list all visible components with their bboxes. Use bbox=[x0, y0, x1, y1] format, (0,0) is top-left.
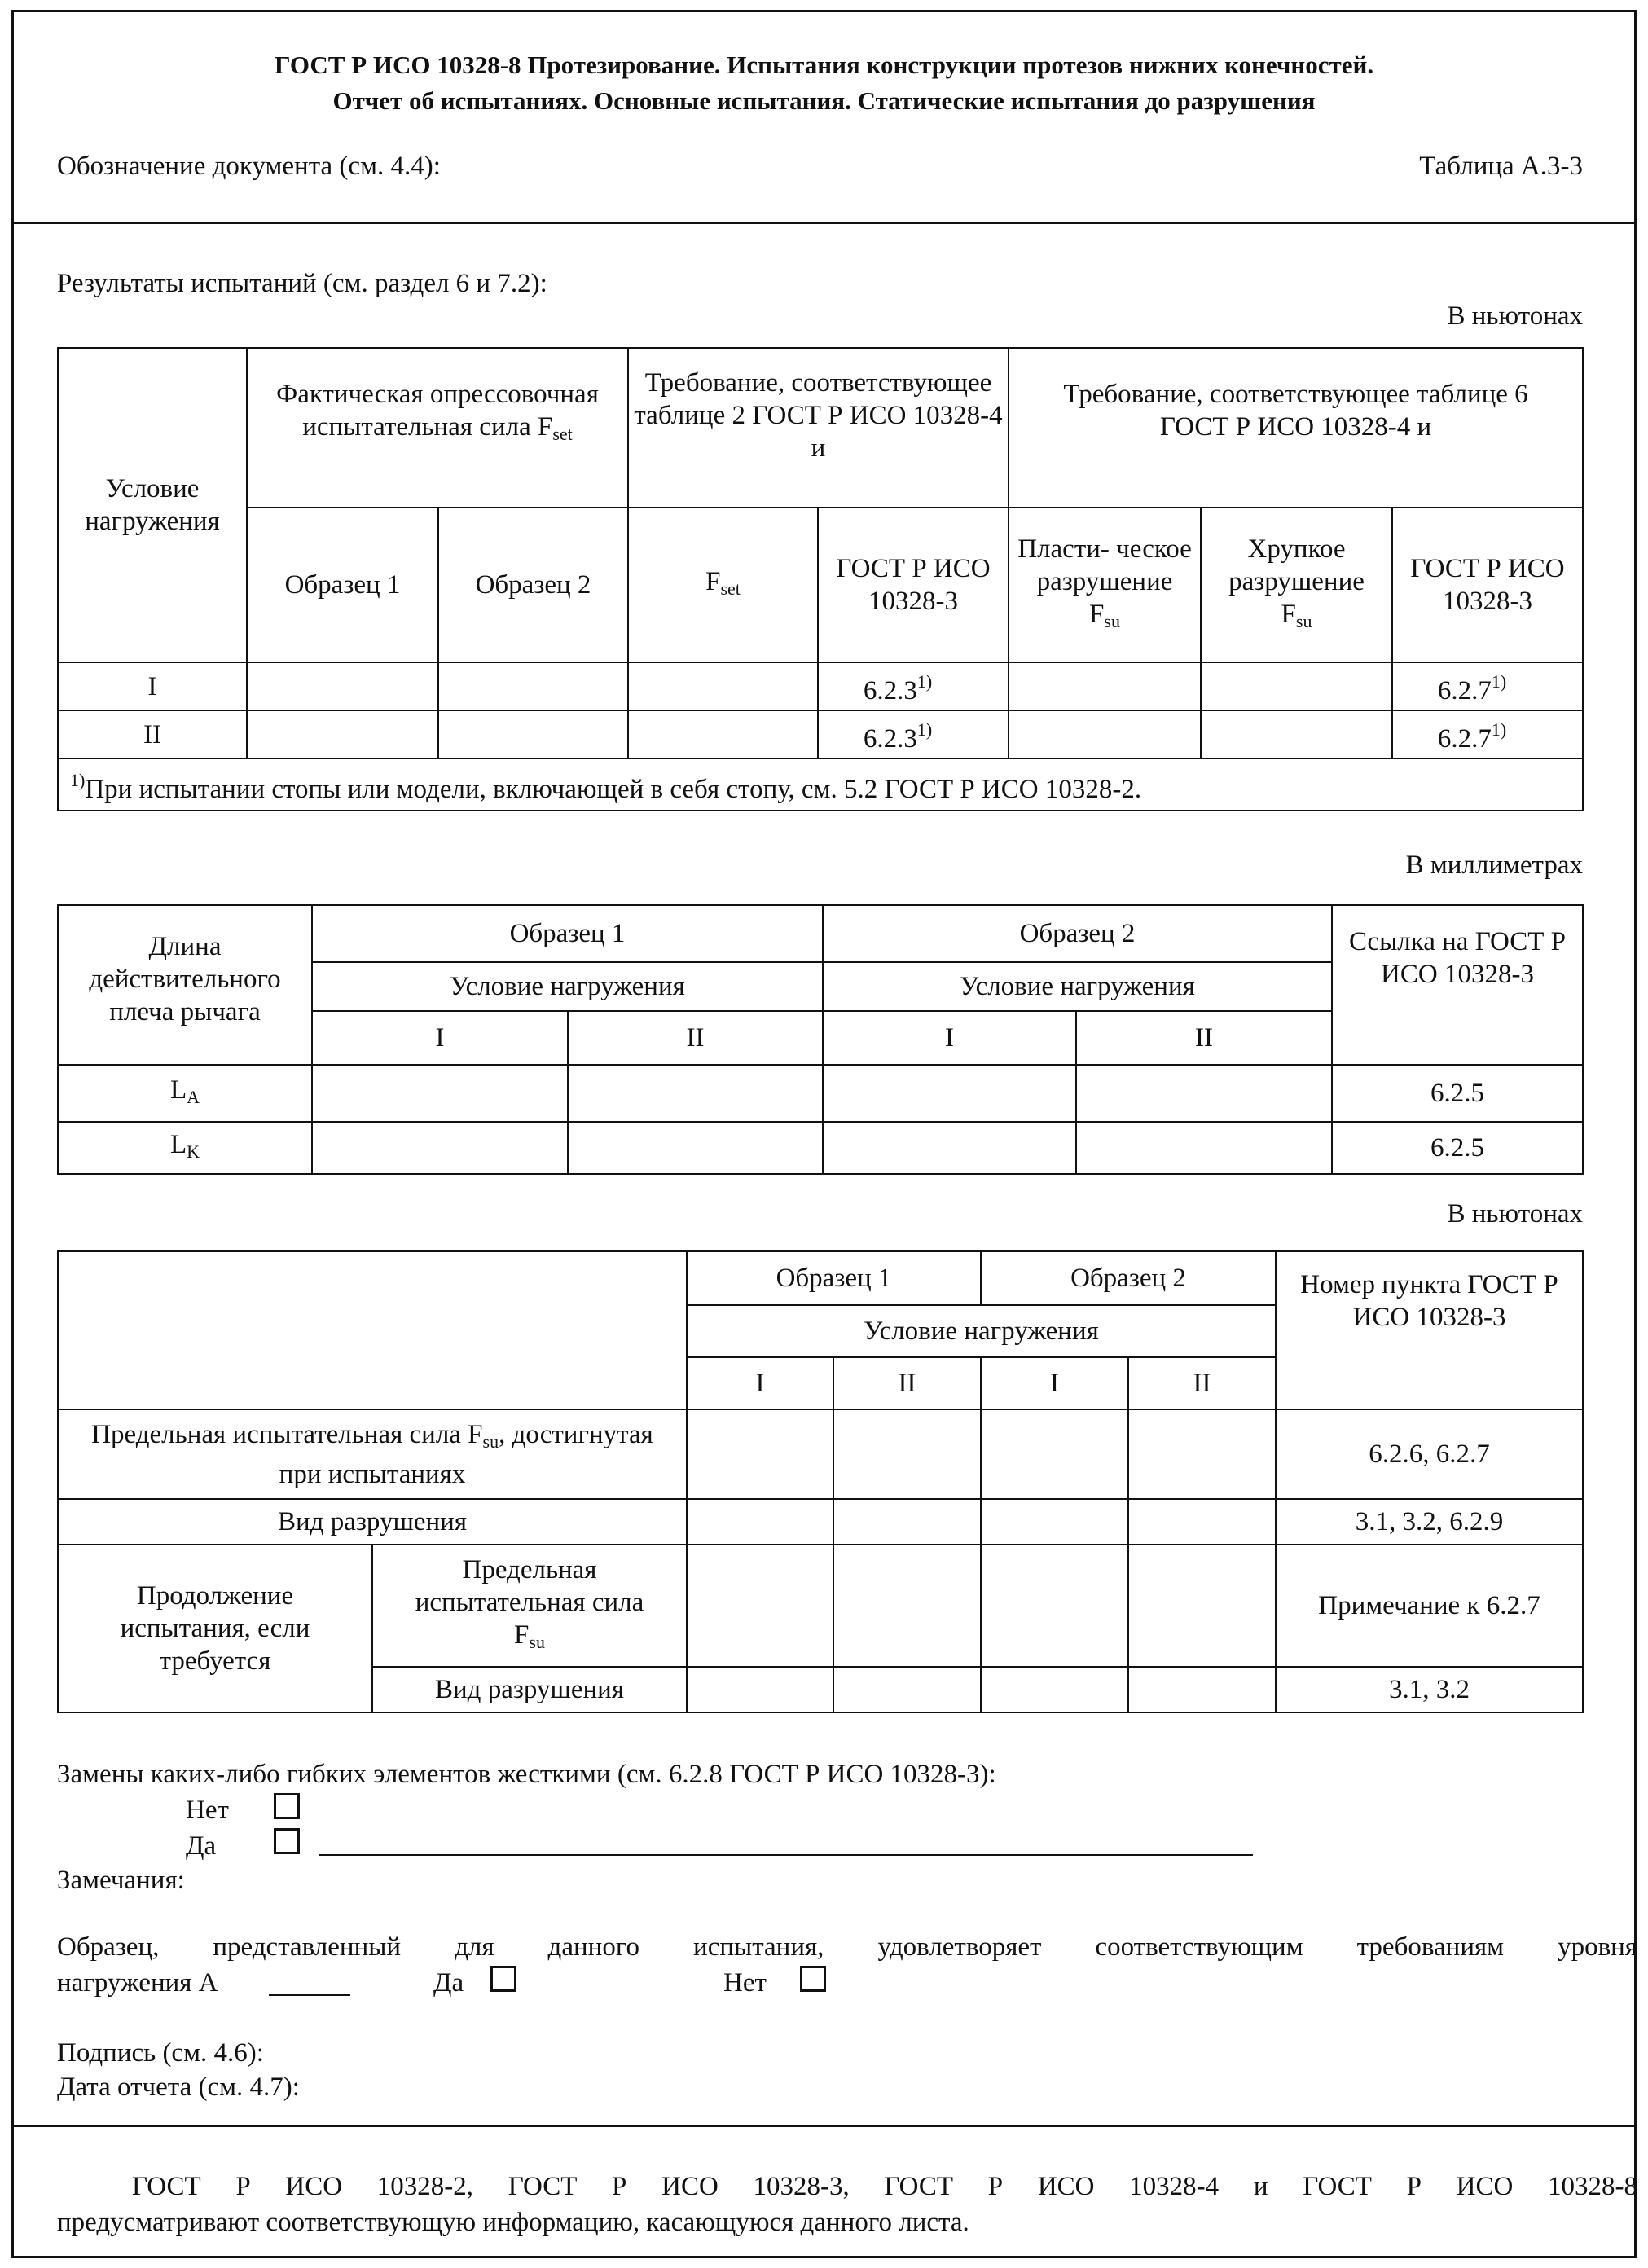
results-table-ultimate bbox=[57, 1250, 1584, 1713]
ref-cell: 6.2.6, 6.2.7 bbox=[1276, 1409, 1583, 1499]
ref-cell: 3.1, 3.2, 6.2.9 bbox=[1276, 1499, 1583, 1545]
cell-empty[interactable] bbox=[823, 1065, 1076, 1122]
load-condition-label: Условие нагружения bbox=[823, 962, 1332, 1011]
cell-empty[interactable] bbox=[823, 1122, 1076, 1174]
cell-empty[interactable] bbox=[833, 1409, 981, 1499]
table-row: II 6.2.3$^{1)}$ 6.2.7$^{1)}$ bbox=[58, 710, 1583, 758]
cell-empty[interactable] bbox=[833, 1667, 981, 1712]
table-row bbox=[58, 1122, 1583, 1174]
cell-empty[interactable] bbox=[1128, 1499, 1276, 1545]
cell-empty[interactable] bbox=[628, 662, 818, 710]
footnote: $^{1)}$При испытании стопы или модели, включающей в себя стопу, см. 5.2 ГОСТ Р ИСО 10328-2. bbox=[58, 758, 1583, 811]
cell-empty[interactable] bbox=[568, 1065, 823, 1122]
cell-empty[interactable] bbox=[1009, 710, 1201, 758]
col-sample-2: Образец 2 bbox=[438, 508, 628, 662]
unit-newtons-2: В ньютонах bbox=[1447, 1199, 1583, 1228]
cell-empty[interactable] bbox=[833, 1545, 981, 1667]
cond-i: I bbox=[312, 1011, 568, 1065]
cell-empty[interactable] bbox=[438, 710, 628, 758]
results-heading: Результаты испытаний (см. раздел 6 и 7.2): bbox=[57, 269, 547, 298]
cell-empty[interactable] bbox=[247, 710, 438, 758]
table-row: I 6.2.3$^{1)}$ 6.2.7$^{1)}$ bbox=[58, 662, 1583, 710]
replacement-text: Замены каких-либо гибких элементов жесткими (см. 6.2.8 ГОСТ Р ИСО 10328-3): bbox=[57, 1760, 996, 1789]
cell-empty[interactable] bbox=[687, 1545, 833, 1667]
cell-empty[interactable] bbox=[1076, 1065, 1332, 1122]
header-divider bbox=[11, 222, 1637, 224]
conformity-text: Образец, представленный для данного испытания, удовлетворяет соответствующим требованиям уровня bbox=[57, 1932, 1637, 1962]
col-gost3-a: ГОСТ Р ИСО 10328-3 bbox=[818, 508, 1009, 662]
cell-empty[interactable] bbox=[1201, 710, 1392, 758]
unit-millimeters: В миллиметрах bbox=[1405, 850, 1583, 880]
cell-empty[interactable] bbox=[1128, 1545, 1276, 1667]
cell-empty[interactable] bbox=[312, 1065, 568, 1122]
row-ultimate-force: Предельная испытательная сила $F_{su}$, достигнутая при испытаниях bbox=[58, 1409, 687, 1499]
cell-empty[interactable] bbox=[1128, 1667, 1276, 1712]
ref-cell: 6.2.3 bbox=[863, 676, 917, 705]
row-lk: $L_K$ bbox=[58, 1122, 312, 1174]
cell-empty[interactable] bbox=[981, 1545, 1128, 1667]
replacement-no-label: Нет bbox=[186, 1796, 229, 1825]
row-failure-kind: Вид разрушения bbox=[58, 1499, 687, 1545]
replacement-yes-label: Да bbox=[186, 1831, 217, 1861]
cell-empty[interactable] bbox=[687, 1499, 833, 1545]
cell-empty[interactable] bbox=[981, 1409, 1128, 1499]
load-condition-label: Условие нагружения bbox=[687, 1305, 1276, 1357]
replacement-yes-checkbox[interactable] bbox=[274, 1828, 300, 1857]
load-level-label: нагружения А bbox=[57, 1968, 218, 1998]
col-plastic-failure: Пласти- ческое разрушение $F_{su}$ bbox=[1009, 508, 1201, 662]
cond-ii: II bbox=[1128, 1357, 1276, 1409]
row-continuation: Продолжение испытания, если требуется bbox=[58, 1545, 372, 1712]
document-title: ГОСТ Р ИСО 10328-8 Протезирование. Испытания конструкции протезов нижних конечностей. Отчет об испытаниях. Основные испытания. Статические испытания до разрушения bbox=[274, 51, 1374, 115]
col-sample-2: Образец 2 bbox=[823, 905, 1332, 962]
table-row bbox=[58, 1409, 1583, 1499]
footer-divider bbox=[11, 2125, 1637, 2127]
table-row bbox=[58, 1545, 1583, 1667]
cond-i: I bbox=[823, 1011, 1076, 1065]
col-sample-1: Образец 1 bbox=[247, 508, 438, 662]
col-lever-length: Длина действительного плеча рычага bbox=[58, 905, 312, 1065]
replacement-detail-line[interactable] bbox=[319, 1854, 1253, 1856]
replacement-no-checkbox[interactable] bbox=[274, 1793, 300, 1822]
row-condition-ii: II bbox=[58, 710, 247, 758]
col-item-number: Номер пункта ГОСТ Р ИСО 10328-3 bbox=[1276, 1251, 1583, 1409]
col-requirement-table2: Требование, соответствующее таблице 2 ГОСТ Р ИСО 10328-4 и bbox=[628, 348, 1009, 508]
cond-ii: II bbox=[1076, 1011, 1332, 1065]
ref-cell: 3.1, 3.2 bbox=[1276, 1667, 1583, 1712]
col-reference: Ссылка на ГОСТ Р ИСО 10328-3 bbox=[1332, 905, 1583, 1065]
ref-cell: 6.2.7 bbox=[1437, 724, 1492, 754]
doc-designation-label: Обозначение документа (см. 4.4): bbox=[57, 152, 441, 181]
report-date-label: Дата отчета (см. 4.7): bbox=[57, 2072, 300, 2102]
cell-empty[interactable] bbox=[833, 1499, 981, 1545]
load-condition-label: Условие нагружения bbox=[312, 962, 823, 1011]
results-table-force bbox=[57, 347, 1584, 811]
row-la: $L_A$ bbox=[58, 1065, 312, 1122]
ref-cell: 6.2.5 bbox=[1332, 1122, 1583, 1174]
row-continuation-kind: Вид разрушения bbox=[372, 1667, 687, 1712]
footer-line-2: предусматривают соответствующую информацию, касающуюся данного листа. bbox=[57, 2208, 969, 2237]
col-sample-1: Образец 1 bbox=[687, 1251, 981, 1305]
col-fset: $F_{set}$ bbox=[628, 508, 818, 662]
cell-empty[interactable] bbox=[1201, 662, 1392, 710]
cond-i: I bbox=[687, 1357, 833, 1409]
table-number: Таблица А.3-3 bbox=[1419, 152, 1583, 181]
cell-empty[interactable] bbox=[568, 1122, 823, 1174]
cell-empty[interactable] bbox=[628, 710, 818, 758]
col-sample-1: Образец 1 bbox=[312, 905, 823, 962]
cell-empty[interactable] bbox=[1076, 1122, 1332, 1174]
col-requirement-table6: Требование, соответствующее таблице 6 ГОСТ Р ИСО 10328-4 и bbox=[1009, 348, 1583, 508]
cond-i: I bbox=[981, 1357, 1128, 1409]
cell-empty[interactable] bbox=[438, 662, 628, 710]
results-table-lever bbox=[57, 904, 1584, 1175]
cell-empty[interactable] bbox=[1128, 1409, 1276, 1499]
conformity-no-label: Нет bbox=[723, 1968, 767, 1998]
ref-cell: 6.2.7 bbox=[1437, 676, 1492, 705]
row-continuation-force: Предельная испытательная сила $F_{su}$ bbox=[372, 1545, 687, 1667]
cell-empty[interactable] bbox=[1009, 662, 1201, 710]
col-gost3-b: ГОСТ Р ИСО 10328-3 bbox=[1392, 508, 1583, 662]
cell-empty[interactable] bbox=[687, 1667, 833, 1712]
conformity-yes-label: Да bbox=[433, 1968, 464, 1998]
footer-line-1: ГОСТ Р ИСО 10328-2, ГОСТ Р ИСО 10328-3, ГОСТ Р ИСО 10328-4 и ГОСТ Р ИСО 10328-8 bbox=[132, 2172, 1637, 2201]
conformity-no-checkbox[interactable] bbox=[800, 1966, 826, 1994]
empty-header bbox=[58, 1251, 687, 1409]
ref-cell: 6.2.3 bbox=[863, 724, 917, 754]
conformity-yes-checkbox[interactable] bbox=[490, 1966, 516, 1994]
cond-ii: II bbox=[833, 1357, 981, 1409]
ref-cell: 6.2.5 bbox=[1332, 1065, 1583, 1122]
cell-empty[interactable] bbox=[687, 1409, 833, 1499]
col-load-condition: Условие нагружения bbox=[58, 348, 247, 662]
cond-ii: II bbox=[568, 1011, 823, 1065]
col-actual-force: Фактическая опрессовочная испытательная сила $F_{set}$ bbox=[247, 348, 628, 508]
ref-cell: Примечание к 6.2.7 bbox=[1276, 1545, 1583, 1667]
col-sample-2: Образец 2 bbox=[981, 1251, 1276, 1305]
table-row bbox=[58, 1065, 1583, 1122]
signature-label: Подпись (см. 4.6): bbox=[57, 2038, 264, 2068]
cell-empty[interactable] bbox=[981, 1667, 1128, 1712]
load-level-line[interactable] bbox=[269, 1994, 350, 1996]
col-brittle-failure: Хрупкое разрушение $F_{su}$ bbox=[1201, 508, 1392, 662]
unit-newtons-1: В ньютонах bbox=[1447, 301, 1583, 331]
remarks-label: Замечания: bbox=[57, 1866, 185, 1895]
cell-empty[interactable] bbox=[981, 1499, 1128, 1545]
table-row bbox=[58, 1499, 1583, 1545]
row-condition-i: I bbox=[58, 662, 247, 710]
cell-empty[interactable] bbox=[247, 662, 438, 710]
cell-empty[interactable] bbox=[312, 1122, 568, 1174]
